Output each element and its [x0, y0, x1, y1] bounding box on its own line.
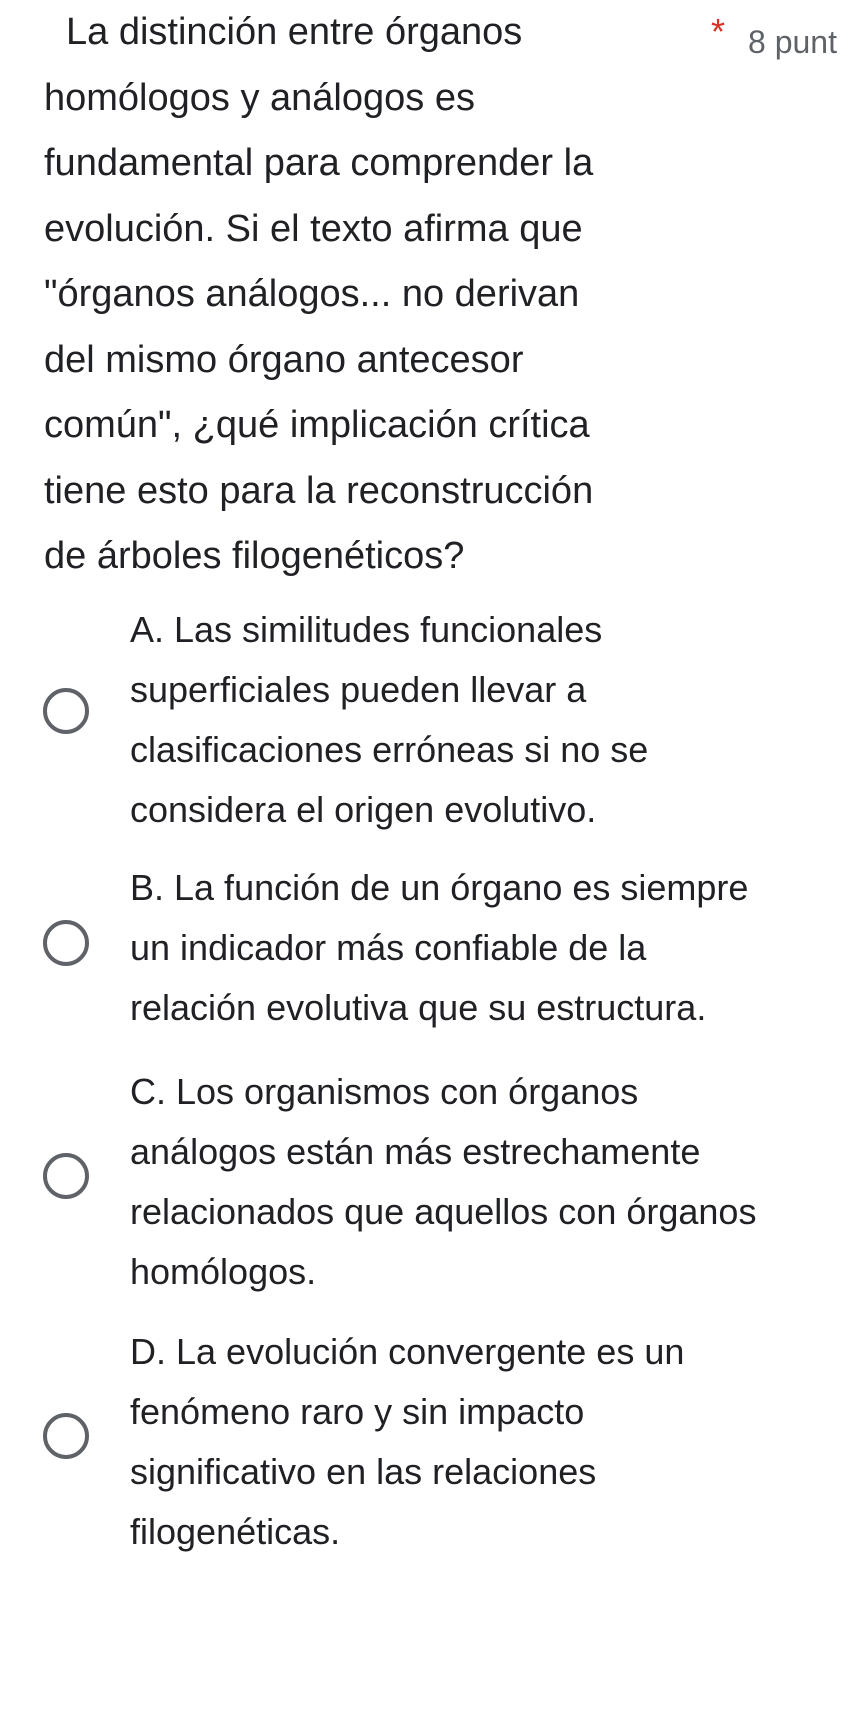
question-line: "órganos análogos... no derivan: [44, 273, 580, 315]
option-d[interactable]: [0, 1322, 847, 1572]
radio-button-option-a[interactable]: [43, 688, 89, 734]
question-line: del mismo órgano antecesor: [44, 338, 524, 381]
option-a-text: [130, 600, 845, 840]
option-line: un indicador más confiable de la: [130, 927, 647, 968]
option-line: A. Las similitudes funcionales: [130, 609, 603, 650]
required-asterisk-icon: *: [711, 11, 726, 52]
option-line: fenómeno raro y sin impacto: [130, 1391, 585, 1432]
option-c[interactable]: [0, 1062, 847, 1312]
option-line: filogenéticas.: [130, 1511, 341, 1552]
radio-button-option-b[interactable]: [43, 920, 89, 966]
option-line: C. Los organismos con órganos: [130, 1071, 639, 1112]
option-c-text: [130, 1062, 845, 1302]
question-line: fundamental para comprender la: [44, 142, 594, 184]
question-line: homólogos y análogos es: [44, 76, 475, 119]
option-line: homólogos.: [130, 1251, 317, 1292]
question-line: evolución. Si el texto afirma que: [44, 207, 583, 250]
option-line: significativo en las relaciones: [130, 1451, 597, 1492]
question-line: común", ¿qué implicación crítica: [44, 404, 590, 446]
option-line: análogos están más estrechamente: [130, 1131, 701, 1172]
question-line: de árboles filogenéticos?: [44, 535, 465, 577]
question-line: La distinción entre órganos: [66, 11, 523, 53]
radio-button-option-d[interactable]: [43, 1413, 89, 1459]
option-a[interactable]: [0, 600, 847, 850]
option-line: considera el origen evolutivo.: [130, 789, 597, 830]
option-line: clasificaciones erróneas si no se: [130, 729, 649, 770]
radio-button-option-c[interactable]: [43, 1153, 89, 1199]
option-line: superficiales pueden llevar a: [130, 669, 587, 710]
question-line: tiene esto para la reconstrucción: [44, 469, 594, 512]
option-line: B. La función de un órgano es siempre: [130, 867, 749, 908]
option-b-text: [130, 858, 845, 1038]
question-text: [44, 0, 704, 590]
option-line: D. La evolución convergente es un: [130, 1331, 685, 1372]
option-line: relación evolutiva que su estructura.: [130, 987, 707, 1028]
option-b[interactable]: [0, 858, 847, 1048]
option-d-text: [130, 1322, 845, 1562]
points-label: 8 punt: [748, 24, 837, 60]
option-line: relacionados que aquellos con órganos: [130, 1191, 757, 1232]
